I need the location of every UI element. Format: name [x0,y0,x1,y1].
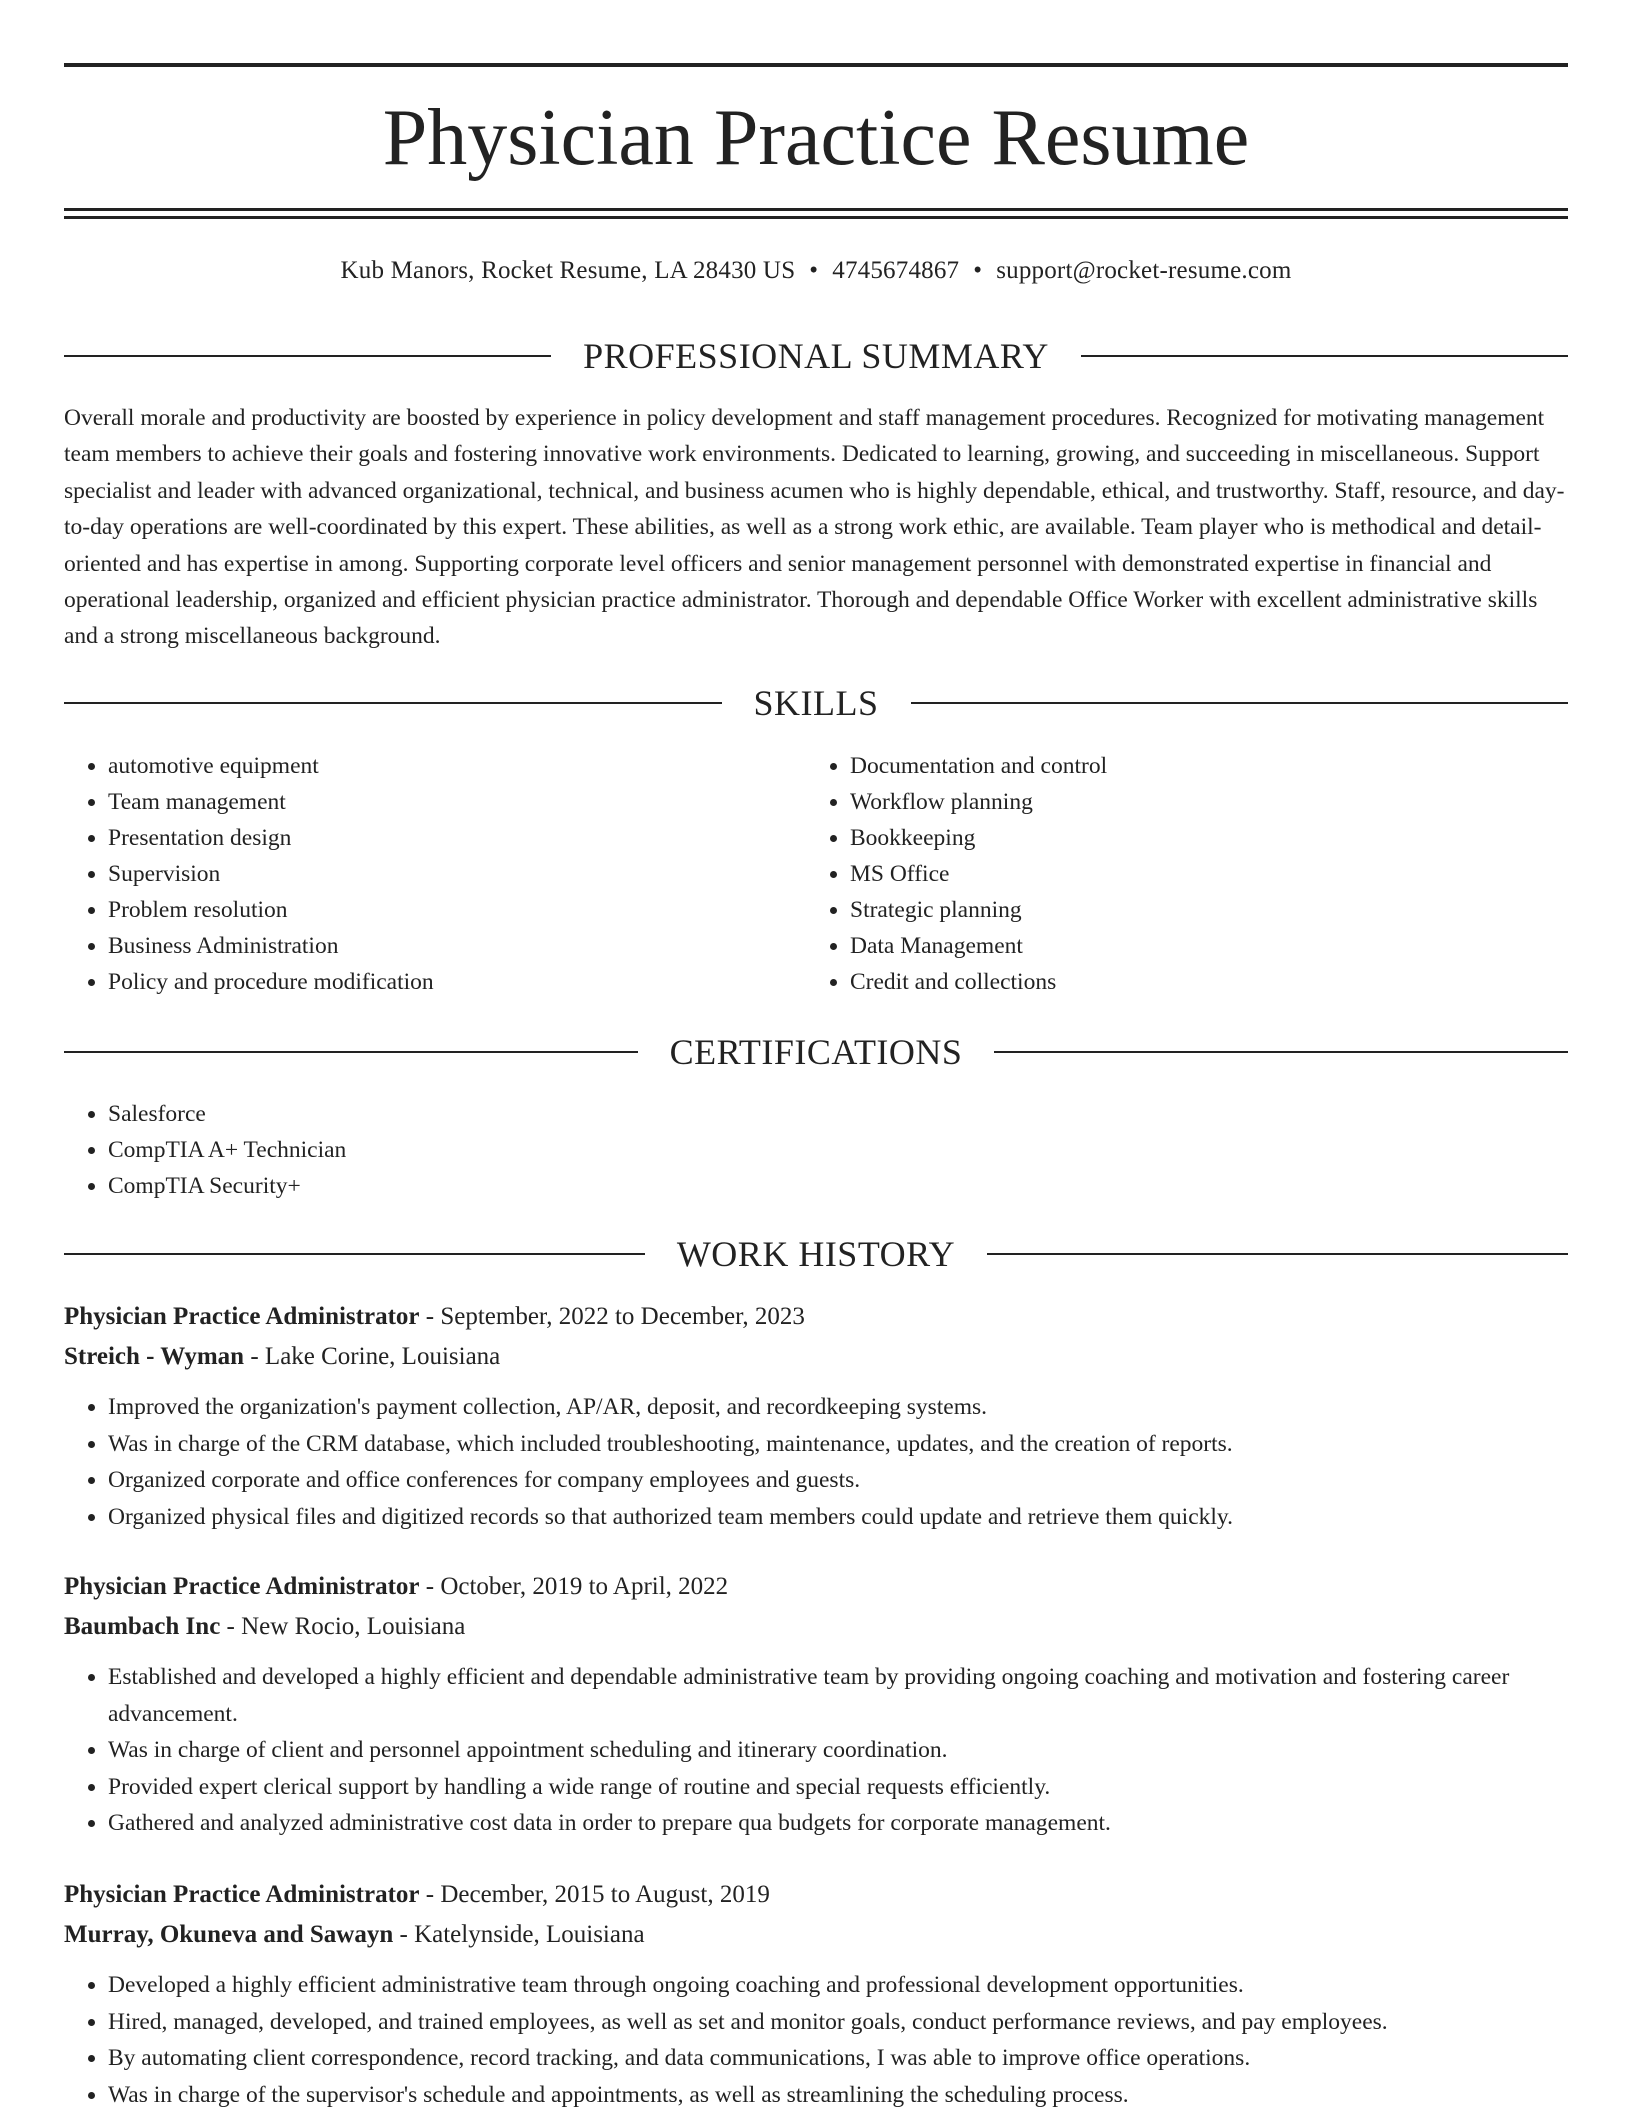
contact-address: Kub Manors, Rocket Resume, LA 28430 US [341,257,796,284]
job-bullet: • Provided expert clerical support by handling a wide range of routine and special requests efficiently. [108,1769,1568,1806]
job-bullet: • Gathered and analyzed administrative cost data in order to prepare qua budgets for corporate management. [108,1805,1568,1842]
skill-item: • Credit and collections [850,964,1107,1000]
heading-rule [1081,355,1568,357]
job-location: - New Rocio, Louisiana [220,1613,465,1640]
heading-rule [64,1051,638,1053]
heading-rule [64,1253,645,1255]
skill-item: • Problem resolution [108,892,434,928]
skill-item: • automotive equipment [108,748,434,784]
title-rule-lower [64,216,1568,219]
job-bullet: • Was in charge of client and personnel appointment scheduling and itinerary coordination. [108,1732,1568,1769]
title-rule-upper [64,208,1568,211]
job-location: - Katelynside, Louisiana [393,1921,644,1948]
skill-item: • Business Administration [108,928,434,964]
job-title: Physician Practice Administrator [64,1573,420,1600]
skill-item: • Documentation and control [850,748,1107,784]
job-company: Murray, Okuneva and Sawayn [64,1921,393,1948]
section-heading-skills [64,681,1568,725]
heading-rule [994,1051,1568,1053]
job-company-line [64,1337,1568,1377]
certification-item: • Salesforce [108,1096,346,1132]
job-location: - Lake Corine, Louisiana [244,1343,500,1370]
job-title: Physician Practice Administrator [64,1303,420,1330]
skill-item: • Supervision [108,856,434,892]
job-company: Baumbach Inc [64,1613,220,1640]
skills-list-left [64,748,434,1000]
top-rule [64,63,1568,67]
job-bullet: • Was in charge of the supervisor's schedule and appointments, as well as streamlining the scheduling process. [108,2077,1568,2113]
heading-rule [64,355,551,357]
skill-item: • Team management [108,784,434,820]
contact-separator: • [809,257,818,284]
job-bullet: • Improved the organization's payment collection, AP/AR, deposit, and recordkeeping systems. [108,1389,1568,1426]
certifications-list [64,1096,346,1204]
contact-line [64,254,1568,288]
job-bullet: • Organized corporate and office conferences for company employees and guests. [108,1462,1568,1499]
job-company: Streich - Wyman [64,1343,244,1370]
job-bullet: • Established and developed a highly efficient and dependable administrative team by providing ongoing coaching and motivation and fostering career advancement. [108,1659,1568,1732]
certification-item: • CompTIA Security+ [108,1168,346,1204]
certification-item: • CompTIA A+ Technician [108,1132,346,1168]
job-bullets [64,1967,1568,2113]
contact-separator: • [973,257,982,284]
skills-list-right [806,748,1107,1000]
job-bullets [64,1389,1568,1535]
heading-rule [911,702,1569,704]
heading-rule [987,1253,1568,1255]
section-title: CERTIFICATIONS [638,1030,995,1074]
job-bullet: • Developed a highly efficient administrative team through ongoing coaching and professional development opportunities. [108,1967,1568,2004]
resume-title: Physician Practice Resume [64,88,1568,188]
skill-item: • Workflow planning [850,784,1107,820]
job-bullet: • By automating client correspondence, record tracking, and data communications, I was able to improve office operations. [108,2040,1568,2077]
skill-item: • MS Office [850,856,1107,892]
skill-item: • Strategic planning [850,892,1107,928]
job-bullet: • Organized physical files and digitized records so that authorized team members could update and retrieve them quickly. [108,1499,1568,1536]
job-bullets [64,1659,1568,1842]
job-company-line [64,1915,1568,1955]
job-dates: - December, 2015 to August, 2019 [420,1881,770,1908]
contact-email: support@rocket-resume.com [996,257,1291,284]
job-entry [64,1875,1568,2113]
skill-item: • Bookkeeping [850,820,1107,856]
section-heading-summary [64,334,1568,378]
section-title: WORK HISTORY [645,1232,987,1276]
skill-item: • Presentation design [108,820,434,856]
job-bullet: • Was in charge of the CRM database, which included troubleshooting, maintenance, updates, and the creation of reports. [108,1426,1568,1463]
section-title: SKILLS [722,681,911,725]
job-bullet: • Hired, managed, developed, and trained employees, as well as set and monitor goals, conduct performance reviews, and pay employees. [108,2004,1568,2041]
job-entry [64,1567,1568,1842]
job-dates: - September, 2022 to December, 2023 [420,1303,805,1330]
job-title: Physician Practice Administrator [64,1881,420,1908]
section-heading-work-history [64,1232,1568,1276]
contact-phone: 4745674867 [832,257,959,284]
section-title: PROFESSIONAL SUMMARY [551,334,1081,378]
skill-item: • Policy and procedure modification [108,964,434,1000]
job-role-line [64,1875,1568,1915]
job-dates: - October, 2019 to April, 2022 [420,1573,729,1600]
section-heading-certifications [64,1030,1568,1074]
job-role-line [64,1297,1568,1337]
job-entry [64,1297,1568,1535]
summary-text: Overall morale and productivity are boosted by experience in policy development and staff management procedures. Recognized for motivating management team members to achieve their goals and fostering innovative work environments. Dedicated to learning, growing, and succeeding in miscellaneous. Support specialist and leader with advanced organizational, technical, and business acumen who is highly dependable, ethical, and trustworthy. Staff, resource, and day-to-day operations are well-coordinated by this expert. These abilities, as well as a strong work ethic, are available. Team player who is methodical and detail-oriented and has expertise in among. Supporting corporate level officers and senior management personnel with demonstrated expertise in financial and operational leadership, organized and efficient physician practice administrator. Thorough and dependable Office Worker with excellent administrative skills and a strong miscellaneous background. [64,400,1568,655]
job-role-line [64,1567,1568,1607]
job-company-line [64,1607,1568,1647]
heading-rule [64,702,722,704]
skill-item: • Data Management [850,928,1107,964]
